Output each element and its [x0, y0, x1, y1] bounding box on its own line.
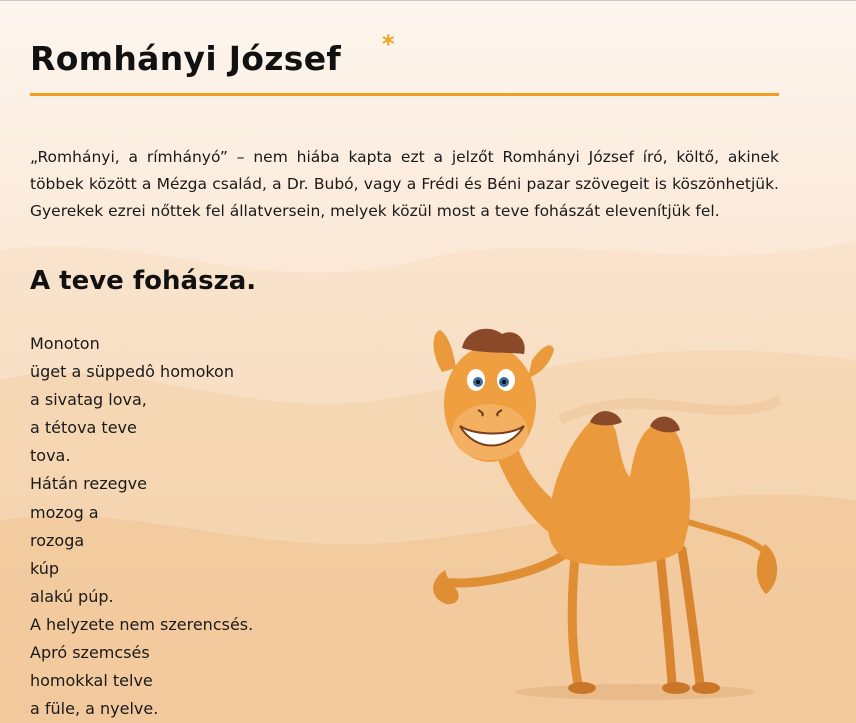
poem-line: alakú púp.	[30, 586, 114, 606]
poem-line: Hátán rezegve	[30, 474, 147, 494]
camel-illustration	[420, 322, 780, 702]
poem-line: a füle, a nyelve.	[30, 699, 159, 719]
poem-line: homokkal telve	[30, 671, 153, 691]
poem-line: rozoga	[30, 530, 85, 550]
poem-line: Monoton	[30, 334, 100, 353]
poem-line: a sivatag lova,	[30, 390, 147, 410]
poem-text	[30, 330, 253, 723]
title-block	[30, 30, 779, 78]
intro-paragraph: „Romhányi, a rímhányó” – nem hiába kapta ezt a jelzőt Romhányi József író, költő, akinek többek között a Mézga család, a Dr. Bubó, vagy a Frédi és Béni pazar szövegeit is köszönhetjük. Gyerekek ezrei nőttek fel állatversein, melyek közül most a teve fohászát elevenítjük fel.	[30, 147, 779, 220]
poem-line: Apró szemcsés	[30, 643, 150, 663]
poem-line: tova.	[30, 446, 71, 466]
poem-line: A helyzete nem szerencsés.	[30, 614, 254, 634]
poem-line: a tétova teve	[30, 418, 137, 438]
title-underline	[30, 93, 779, 96]
page-title: Romhányi József	[30, 39, 342, 78]
poem-line: mozog a	[30, 502, 99, 522]
poem-line: üget a süppedô homokon	[30, 362, 234, 382]
poem-line: kúp	[30, 558, 60, 578]
poem-title: A teve fohásza.	[30, 266, 257, 296]
asterisk-icon: *	[382, 30, 395, 58]
